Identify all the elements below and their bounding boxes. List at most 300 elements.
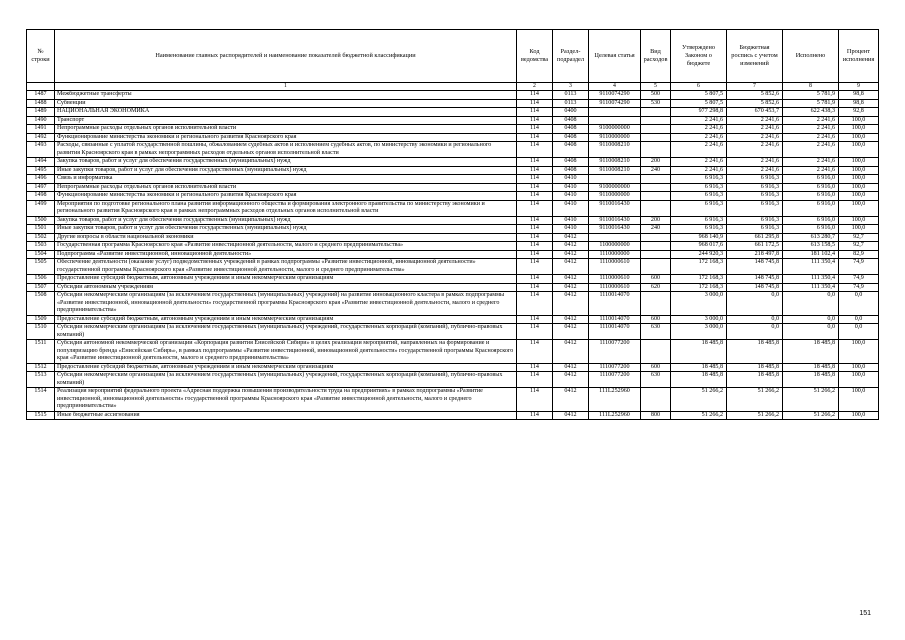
section-code: 0412 [553,259,589,275]
schedule-amount: 148 745,8 [727,275,783,284]
schedule-amount: 670 453,7 [727,108,783,117]
section-code: 0408 [553,142,589,158]
row-number: 1511 [27,340,55,364]
table-row [27,340,879,364]
department-code: 114 [517,125,553,134]
row-number: 1505 [27,259,55,275]
execution-percent: 100,0 [839,372,879,388]
row-name: Субвенции [55,99,517,108]
expense-type: 200 [641,158,671,167]
column-number-row [27,83,879,91]
execution-percent: 100,0 [839,133,879,142]
section-code: 0113 [553,91,589,100]
execution-percent: 98,8 [839,91,879,100]
expense-type: 530 [641,99,671,108]
execution-percent: 0,0 [839,315,879,324]
row-number: 1504 [27,250,55,259]
executed-amount: 2 241,6 [783,166,839,175]
row-number: 1490 [27,116,55,125]
target-article: 1110000610 [589,275,641,284]
department-code: 114 [517,242,553,251]
expense-type [641,175,671,184]
expense-type [641,250,671,259]
schedule-amount: 6 916,3 [727,192,783,201]
row-name: Подпрограмма «Развитие инвестиционной, инновационной деятельности» [55,250,517,259]
expense-type [641,125,671,134]
schedule-amount: 5 852,6 [727,91,783,100]
target-article [589,233,641,242]
section-code: 0410 [553,200,589,216]
executed-amount: 6 916,0 [783,225,839,234]
section-code: 0400 [553,108,589,117]
target-article: 1110077200 [589,340,641,364]
schedule-amount: 2 241,6 [727,166,783,175]
expense-type: 800 [641,411,671,420]
table-row [27,225,879,234]
header-row-number: № строки [27,30,55,83]
executed-amount: 622 438,3 [783,108,839,117]
department-code: 114 [517,233,553,242]
row-number: 1502 [27,233,55,242]
approved-amount: 5 807,5 [671,91,727,100]
executed-amount: 111 350,4 [783,283,839,292]
row-name: Другие вопросы в области национальной экономики [55,233,517,242]
schedule-amount: 661 172,5 [727,242,783,251]
expense-type [641,259,671,275]
approved-amount: 6 916,3 [671,225,727,234]
row-name: Реализация мероприятий федерального проекта «Адресная поддержка повышения производительности труда на предприятиях» в рамках подпрограммы «Развитие инвестиционной, инновационной деятельности» государственной программы Красноярского края «Развитие инвестиционной деятельности, малого и среднего предпринимательства» [55,388,517,412]
row-number: 1496 [27,175,55,184]
row-name: Иные закупки товаров, работ и услуг для обеспечения государственных (муниципальных) нужд [55,225,517,234]
target-article: 9110008210 [589,158,641,167]
table-row [27,200,879,216]
target-article: 9110000000 [589,133,641,142]
executed-amount: 51 266,2 [783,388,839,412]
expense-type [641,233,671,242]
section-code: 0412 [553,275,589,284]
executed-amount: 0,0 [783,324,839,340]
section-code: 0412 [553,388,589,412]
row-number: 1514 [27,388,55,412]
department-code: 114 [517,315,553,324]
row-name: Субсидии некоммерческим организациям (за исключением государственных (муниципальных) учреждений) на развитие инновационного кластера в рамках подпрограммы «Развитие инвестиционной, инновационной деятельности» государственной программы Красноярского края «Развитие инвестиционной деятельности, малого и среднего предпринимательства» [55,292,517,316]
row-name: Предоставление субсидий бюджетным, автономным учреждениям и иным некоммерческим организациям [55,363,517,372]
department-code: 114 [517,225,553,234]
expense-type: 240 [641,225,671,234]
section-code: 0412 [553,363,589,372]
execution-percent: 92,7 [839,233,879,242]
section-code: 0412 [553,292,589,316]
row-name: Мероприятия по подготовке регионального плана развития информационного общества и формирования электронного правительства по министерству экономики и регионального развития Красноярского края в рамках непрограммных расходов отдельных органов исполнительной власти [55,200,517,216]
target-article: 9100000000 [589,183,641,192]
row-number: 1493 [27,142,55,158]
row-number: 1492 [27,133,55,142]
approved-amount: 172 168,3 [671,259,727,275]
execution-percent: 0,0 [839,324,879,340]
schedule-amount: 2 241,6 [727,116,783,125]
row-name: Расходы, связанные с уплатой государственной пошлины, обжалованием судебных актов и исполнением судебных актов, по министерству экономики и регионального развития Красноярского края в рамках непрограммных расходов отдельных органов исполнительной власти [55,142,517,158]
row-number: 1499 [27,200,55,216]
expense-type: 620 [641,283,671,292]
table-row [27,275,879,284]
column-number: 7 [727,83,783,91]
expense-type: 500 [641,91,671,100]
expense-type: 630 [641,324,671,340]
approved-amount: 6 916,3 [671,216,727,225]
approved-amount: 5 807,5 [671,99,727,108]
page-number: 151 [859,610,871,617]
table-row [27,125,879,134]
table-row [27,216,879,225]
header-department-code: Код ведомства [517,30,553,83]
schedule-amount: 18 485,8 [727,372,783,388]
approved-amount: 172 168,3 [671,283,727,292]
executed-amount: 2 241,6 [783,133,839,142]
section-code: 0113 [553,99,589,108]
section-code: 0410 [553,183,589,192]
table-row [27,250,879,259]
department-code: 114 [517,340,553,364]
executed-amount: 2 241,6 [783,142,839,158]
execution-percent: 100,0 [839,158,879,167]
budget-execution-table [26,29,879,420]
department-code: 114 [517,133,553,142]
department-code: 114 [517,216,553,225]
column-number: 5 [641,83,671,91]
table-row [27,133,879,142]
execution-percent: 92,8 [839,108,879,117]
approved-amount: 2 241,6 [671,133,727,142]
table-row [27,91,879,100]
row-name: Субсидия автономной некоммерческой организации «Корпорация развития Енисейской Сибири» в целях реализации мероприятий, направленных на формирование и популяризацию бренда «Енисейская Сибирь», в рамках подпрограммы «Развитие инвестиционной, инновационной деятельности» государственной программы Красноярского края «Развитие инвестиционной деятельности, малого и среднего предпринимательства» [55,340,517,364]
execution-percent: 0,0 [839,292,879,316]
target-article: 9110008210 [589,142,641,158]
approved-amount: 6 916,3 [671,183,727,192]
section-code: 0412 [553,324,589,340]
expense-type [641,142,671,158]
row-number: 1497 [27,183,55,192]
schedule-amount: 6 916,3 [727,225,783,234]
expense-type [641,340,671,364]
target-article [589,108,641,117]
department-code: 114 [517,108,553,117]
expense-type [641,388,671,412]
execution-percent: 100,0 [839,183,879,192]
row-number: 1487 [27,91,55,100]
executed-amount: 6 916,0 [783,216,839,225]
department-code: 114 [517,175,553,184]
expense-type [641,192,671,201]
row-name: Функционирование министерства экономики и регионального развития Красноярского края [55,133,517,142]
executed-amount: 18 485,8 [783,372,839,388]
executed-amount: 5 781,9 [783,91,839,100]
table-row [27,175,879,184]
row-number: 1500 [27,216,55,225]
section-code: 0412 [553,315,589,324]
target-article: 111L252960 [589,411,641,420]
section-code: 0408 [553,166,589,175]
expense-type [641,242,671,251]
execution-percent: 100,0 [839,175,879,184]
execution-percent: 100,0 [839,116,879,125]
approved-amount: 18 485,8 [671,372,727,388]
execution-percent: 74,9 [839,275,879,284]
row-name: Функционирование министерства экономики и регионального развития Красноярского края [55,192,517,201]
approved-amount: 6 916,3 [671,192,727,201]
table-row [27,363,879,372]
row-name: Межбюджетные трансферты [55,91,517,100]
executed-amount: 613 280,7 [783,233,839,242]
section-code: 0412 [553,411,589,420]
section-code: 0410 [553,225,589,234]
department-code: 114 [517,292,553,316]
approved-amount: 3 000,0 [671,324,727,340]
row-name: Предоставление субсидий бюджетным, автономным учреждениям и иным некоммерческим организациям [55,315,517,324]
row-number: 1491 [27,125,55,134]
executed-amount: 111 350,4 [783,275,839,284]
header-section: Раздел-подраздел [553,30,589,83]
target-article: 1110014070 [589,315,641,324]
row-number: 1503 [27,242,55,251]
executed-amount: 18 485,8 [783,363,839,372]
approved-amount: 2 241,6 [671,166,727,175]
executed-amount: 6 916,0 [783,192,839,201]
table-header-row [27,30,879,83]
section-code: 0412 [553,250,589,259]
section-code: 0408 [553,133,589,142]
row-name: Предоставление субсидий бюджетным, автономным учреждениям и иным некоммерческим организациям [55,275,517,284]
schedule-amount: 218 497,8 [727,250,783,259]
target-article: 9110016430 [589,225,641,234]
executed-amount: 6 916,0 [783,175,839,184]
schedule-amount: 5 852,6 [727,99,783,108]
header-execution-percent: Процент исполнения [839,30,879,83]
table-row [27,158,879,167]
department-code: 114 [517,158,553,167]
column-number: 6 [671,83,727,91]
executed-amount: 0,0 [783,292,839,316]
executed-amount: 613 158,5 [783,242,839,251]
department-code: 114 [517,116,553,125]
row-name: Транспорт [55,116,517,125]
department-code: 114 [517,275,553,284]
execution-percent: 100,0 [839,200,879,216]
approved-amount: 977 298,8 [671,108,727,117]
row-number: 1498 [27,192,55,201]
execution-percent: 98,8 [839,99,879,108]
column-number [27,83,55,91]
row-name: Непрограммные расходы отдельных органов исполнительной власти [55,183,517,192]
department-code: 114 [517,183,553,192]
column-number: 1 [55,83,517,91]
header-expense-type: Вид расходов [641,30,671,83]
approved-amount: 51 266,2 [671,388,727,412]
row-number: 1510 [27,324,55,340]
header-executed: Исполнено [783,30,839,83]
target-article: 1110014070 [589,292,641,316]
execution-percent: 100,0 [839,192,879,201]
schedule-amount: 18 485,8 [727,340,783,364]
schedule-amount: 148 745,8 [727,283,783,292]
executed-amount: 2 241,6 [783,125,839,134]
target-article: 1110000000 [589,250,641,259]
approved-amount: 2 241,6 [671,142,727,158]
table-row [27,315,879,324]
expense-type [641,200,671,216]
execution-percent: 100,0 [839,340,879,364]
section-code: 0412 [553,372,589,388]
execution-percent: 74,9 [839,283,879,292]
row-number: 1509 [27,315,55,324]
expense-type: 600 [641,275,671,284]
schedule-amount: 6 916,3 [727,216,783,225]
column-number: 3 [553,83,589,91]
target-article: 9110000000 [589,192,641,201]
department-code: 114 [517,91,553,100]
expense-type: 240 [641,166,671,175]
table-row [27,142,879,158]
row-name: Субсидии автономным учреждениям [55,283,517,292]
row-number: 1506 [27,275,55,284]
target-article: 9110016430 [589,200,641,216]
schedule-amount: 661 295,8 [727,233,783,242]
row-name: Закупка товаров, работ и услуг для обеспечения государственных (муниципальных) нужд [55,158,517,167]
target-article [589,175,641,184]
expense-type [641,108,671,117]
expense-type [641,183,671,192]
row-name: Государственная программа Красноярского края «Развитие инвестиционной деятельности, малого и среднего предпринимательства» [55,242,517,251]
schedule-amount: 0,0 [727,315,783,324]
approved-amount: 18 485,8 [671,340,727,364]
row-number: 1513 [27,372,55,388]
schedule-amount: 2 241,6 [727,133,783,142]
expense-type: 630 [641,372,671,388]
schedule-amount: 51 266,2 [727,411,783,420]
row-number: 1495 [27,166,55,175]
column-number: 9 [839,83,879,91]
executed-amount: 0,0 [783,315,839,324]
row-number: 1501 [27,225,55,234]
approved-amount: 51 266,2 [671,411,727,420]
target-article: 1110077200 [589,363,641,372]
approved-amount: 2 241,6 [671,158,727,167]
expense-type: 600 [641,363,671,372]
schedule-amount: 6 916,3 [727,175,783,184]
column-number: 8 [783,83,839,91]
row-name: Закупка товаров, работ и услуг для обеспечения государственных (муниципальных) нужд [55,216,517,225]
schedule-amount: 2 241,6 [727,125,783,134]
table-row [27,283,879,292]
department-code: 114 [517,372,553,388]
approved-amount: 3 000,0 [671,292,727,316]
execution-percent: 74,9 [839,259,879,275]
expense-type [641,116,671,125]
execution-percent: 100,0 [839,142,879,158]
row-number: 1515 [27,411,55,420]
section-code: 0410 [553,175,589,184]
department-code: 114 [517,192,553,201]
section-code: 0408 [553,116,589,125]
column-number: 2 [517,83,553,91]
department-code: 114 [517,324,553,340]
target-article: 1110014070 [589,324,641,340]
table-row [27,372,879,388]
approved-amount: 968 140,9 [671,233,727,242]
executed-amount: 2 241,6 [783,116,839,125]
header-name: Наименование главных распорядителей и наименование показателей бюджетной классификации [55,30,517,83]
target-article: 9110008210 [589,166,641,175]
row-number: 1512 [27,363,55,372]
expense-type: 600 [641,315,671,324]
approved-amount: 172 168,3 [671,275,727,284]
target-article: 1110000610 [589,259,641,275]
target-article: 1100000000 [589,242,641,251]
execution-percent: 100,0 [839,166,879,175]
table-row [27,233,879,242]
department-code: 114 [517,411,553,420]
schedule-amount: 148 745,8 [727,259,783,275]
executed-amount: 111 350,4 [783,259,839,275]
header-approved: Утверждено Законом о бюджете [671,30,727,83]
execution-percent: 100,0 [839,125,879,134]
row-number: 1494 [27,158,55,167]
row-name: Обеспечение деятельности (оказание услуг) подведомственных учреждений в рамках подпрограммы «Развитие инвестиционной, инновационной деятельности» государственной программы Красноярского края «Развитие инвестиционной деятельности, малого и среднего предпринимательства» [55,259,517,275]
table-row [27,324,879,340]
execution-percent: 100,0 [839,363,879,372]
department-code: 114 [517,200,553,216]
schedule-amount: 6 916,3 [727,200,783,216]
expense-type [641,133,671,142]
executed-amount: 6 916,0 [783,200,839,216]
approved-amount: 2 241,6 [671,125,727,134]
approved-amount: 244 920,3 [671,250,727,259]
execution-percent: 100,0 [839,411,879,420]
schedule-amount: 0,0 [727,324,783,340]
column-number: 4 [589,83,641,91]
section-code: 0410 [553,216,589,225]
table-row [27,166,879,175]
row-name: Иные бюджетные ассигнования [55,411,517,420]
section-code: 0412 [553,233,589,242]
table-row [27,116,879,125]
department-code: 114 [517,259,553,275]
section-code: 0408 [553,158,589,167]
section-code: 0412 [553,283,589,292]
row-number: 1507 [27,283,55,292]
executed-amount: 5 781,9 [783,99,839,108]
table-row [27,183,879,192]
table-row [27,108,879,117]
executed-amount: 6 916,0 [783,183,839,192]
schedule-amount: 6 916,3 [727,183,783,192]
approved-amount: 18 485,8 [671,363,727,372]
table-row [27,192,879,201]
table-row [27,99,879,108]
schedule-amount: 2 241,6 [727,158,783,167]
executed-amount: 18 485,8 [783,340,839,364]
target-article: 1110000610 [589,283,641,292]
schedule-amount: 51 266,2 [727,388,783,412]
table-row [27,411,879,420]
row-name: НАЦИОНАЛЬНАЯ ЭКОНОМИКА [55,108,517,117]
schedule-amount: 0,0 [727,292,783,316]
expense-type: 200 [641,216,671,225]
target-article: 1110077200 [589,372,641,388]
approved-amount: 3 000,0 [671,315,727,324]
schedule-amount: 18 485,8 [727,363,783,372]
table-row [27,388,879,412]
table-row [27,242,879,251]
